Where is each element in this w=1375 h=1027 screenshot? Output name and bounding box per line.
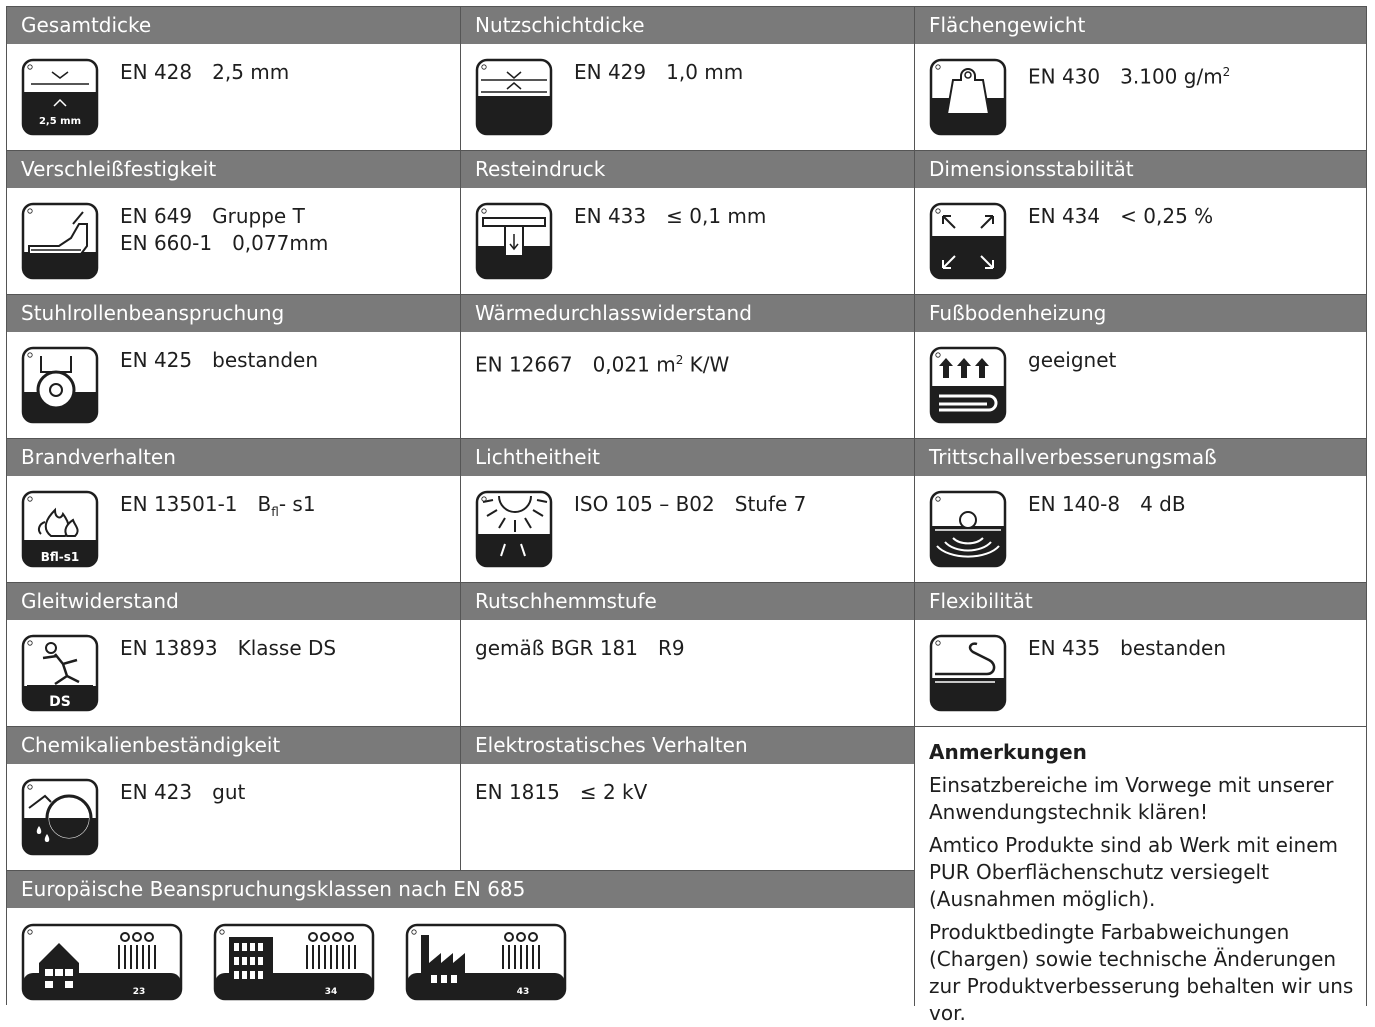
norm: EN 649 [120,204,193,228]
cell-brand [7,439,461,583]
cell-title: Nutzschichtdicke [461,7,914,44]
residential-class-icon [21,923,183,1001]
cell-title: Dimensionsstabilität [915,151,1366,188]
value-2: 0,077mm [232,231,329,255]
icon-label: 2,5 mm [38,116,82,127]
cell-dimension [915,151,1367,295]
weight-icon [929,58,1007,136]
norm: EN 429 [574,60,647,84]
industrial-class-icon [405,923,567,1001]
shoe-wear-icon [21,202,99,280]
wear-layer-icon [475,58,553,136]
value: 0,021 m [592,352,676,377]
thickness-icon [21,58,99,136]
cell-verschleiss [7,151,461,295]
norm: EN 425 [120,348,193,372]
cell-gesamtdicke [7,7,461,151]
value: geeignet [1028,348,1117,372]
cell-title: Gleitwiderstand [7,583,460,620]
cell-title: Resteindruck [461,151,914,188]
cell-fussboden [915,295,1367,439]
commercial-class-icon [213,923,375,1001]
norm: EN 1815 [475,780,560,804]
value: bestanden [1120,636,1227,660]
norm: EN 435 [1028,636,1101,660]
unit-superscript: 2 [675,353,684,367]
value: 1,0 mm [666,60,744,84]
norm: EN 140-8 [1028,492,1121,516]
floor-heating-icon [929,346,1007,424]
cell-title: Lichtheitheit [461,439,914,476]
norm: EN 13893 [120,636,218,660]
cell-stuhlrollen [7,295,461,439]
chair-castor-icon [21,346,99,424]
class-number: 34 [324,987,338,997]
cell-title: Europäische Beanspruchungsklassen nach EN 685 [7,871,914,908]
fire-icon [21,490,99,568]
norm: EN 434 [1028,204,1101,228]
note-1: Einsatzbereiche im Vorwege mit unserer Anwendungstechnik klären! [929,773,1334,824]
value-rest: - s1 [278,492,316,516]
class-number: 23 [132,987,146,997]
value: Stufe 7 [734,492,807,516]
indentation-icon [475,202,553,280]
cell-klassen [7,871,915,1006]
unit-superscript: 2 [1222,65,1231,79]
value-sub: fl [271,505,279,519]
norm: ISO 105 – B02 [574,492,715,516]
cell-licht [461,439,915,583]
note-2: Amtico Produkte sind ab Werk mit einem PUR Oberflächenschutz versiegelt (Ausnahmen möglich). [929,833,1338,911]
note-3: Produktbedingte Farbabweichungen (Chargen) sowie technische Änderungen zur Produktverbesserung behalten wir uns vor. [929,920,1354,1025]
icon-label: Bfl-s1 [40,550,80,564]
norm-2: EN 660-1 [120,231,213,255]
cell-waerme [461,295,915,439]
value: ≤ 0,1 mm [666,204,767,228]
cell-title: Gesamtdicke [7,7,460,44]
norm: gemäß BGR 181 [475,636,638,660]
cell-title: Rutschhemmstufe [461,583,914,620]
norm: EN 13501-1 [120,492,238,516]
cell-tritt [915,439,1367,583]
cell-title: Elektrostatisches Verhalten [461,727,914,764]
cell-chemie [7,727,461,871]
value: ≤ 2 kV [579,780,648,804]
unit: K/W [683,352,730,377]
norm: EN 12667 [475,352,573,377]
cell-title: Flächengewicht [915,7,1366,44]
sun-icon [475,490,553,568]
sound-icon [929,490,1007,568]
cell-title: Chemikalienbeständigkeit [7,727,460,764]
value: gut [212,780,246,804]
value: 2,5 mm [212,60,290,84]
cell-flaechengewicht [915,7,1367,151]
cell-title: Stuhlrollenbeanspruchung [7,295,460,332]
icon-label: DS [49,694,71,710]
slip-icon [21,634,99,712]
dimension-stability-icon [929,202,1007,280]
cell-nutzschicht [461,7,915,151]
value: < 0,25 % [1120,204,1214,228]
value: Klasse DS [237,636,337,660]
datasheet [6,6,1367,1025]
cell-title: Trittschallverbesserungsmaß [915,439,1366,476]
cell-gleit [7,583,461,727]
cell-rutsch [461,583,915,727]
notes-panel [915,727,1367,1025]
value: Gruppe T [212,204,305,228]
cell-title: Verschleißfestigkeit [7,151,460,188]
value: bestanden [212,348,319,372]
cell-title: Flexibilität [915,583,1366,620]
cell-flex [915,583,1367,727]
cell-resteindruck [461,151,915,295]
norm: EN 433 [574,204,647,228]
value: 4 dB [1140,492,1186,516]
value: 3.100 g/m [1120,64,1223,89]
cell-title: Brandverhalten [7,439,460,476]
chemical-icon [21,778,99,856]
norm: EN 428 [120,60,193,84]
value: R9 [658,636,685,660]
flexibility-icon [929,634,1007,712]
value-b: B [257,492,272,516]
norm: EN 423 [120,780,193,804]
norm: EN 430 [1028,64,1101,89]
cell-title: Fußbodenheizung [915,295,1366,332]
notes-heading: Anmerkungen [929,740,1087,764]
cell-elektro [461,727,915,871]
cell-title: Wärmedurchlasswiderstand [461,295,914,332]
class-number: 43 [516,987,530,997]
